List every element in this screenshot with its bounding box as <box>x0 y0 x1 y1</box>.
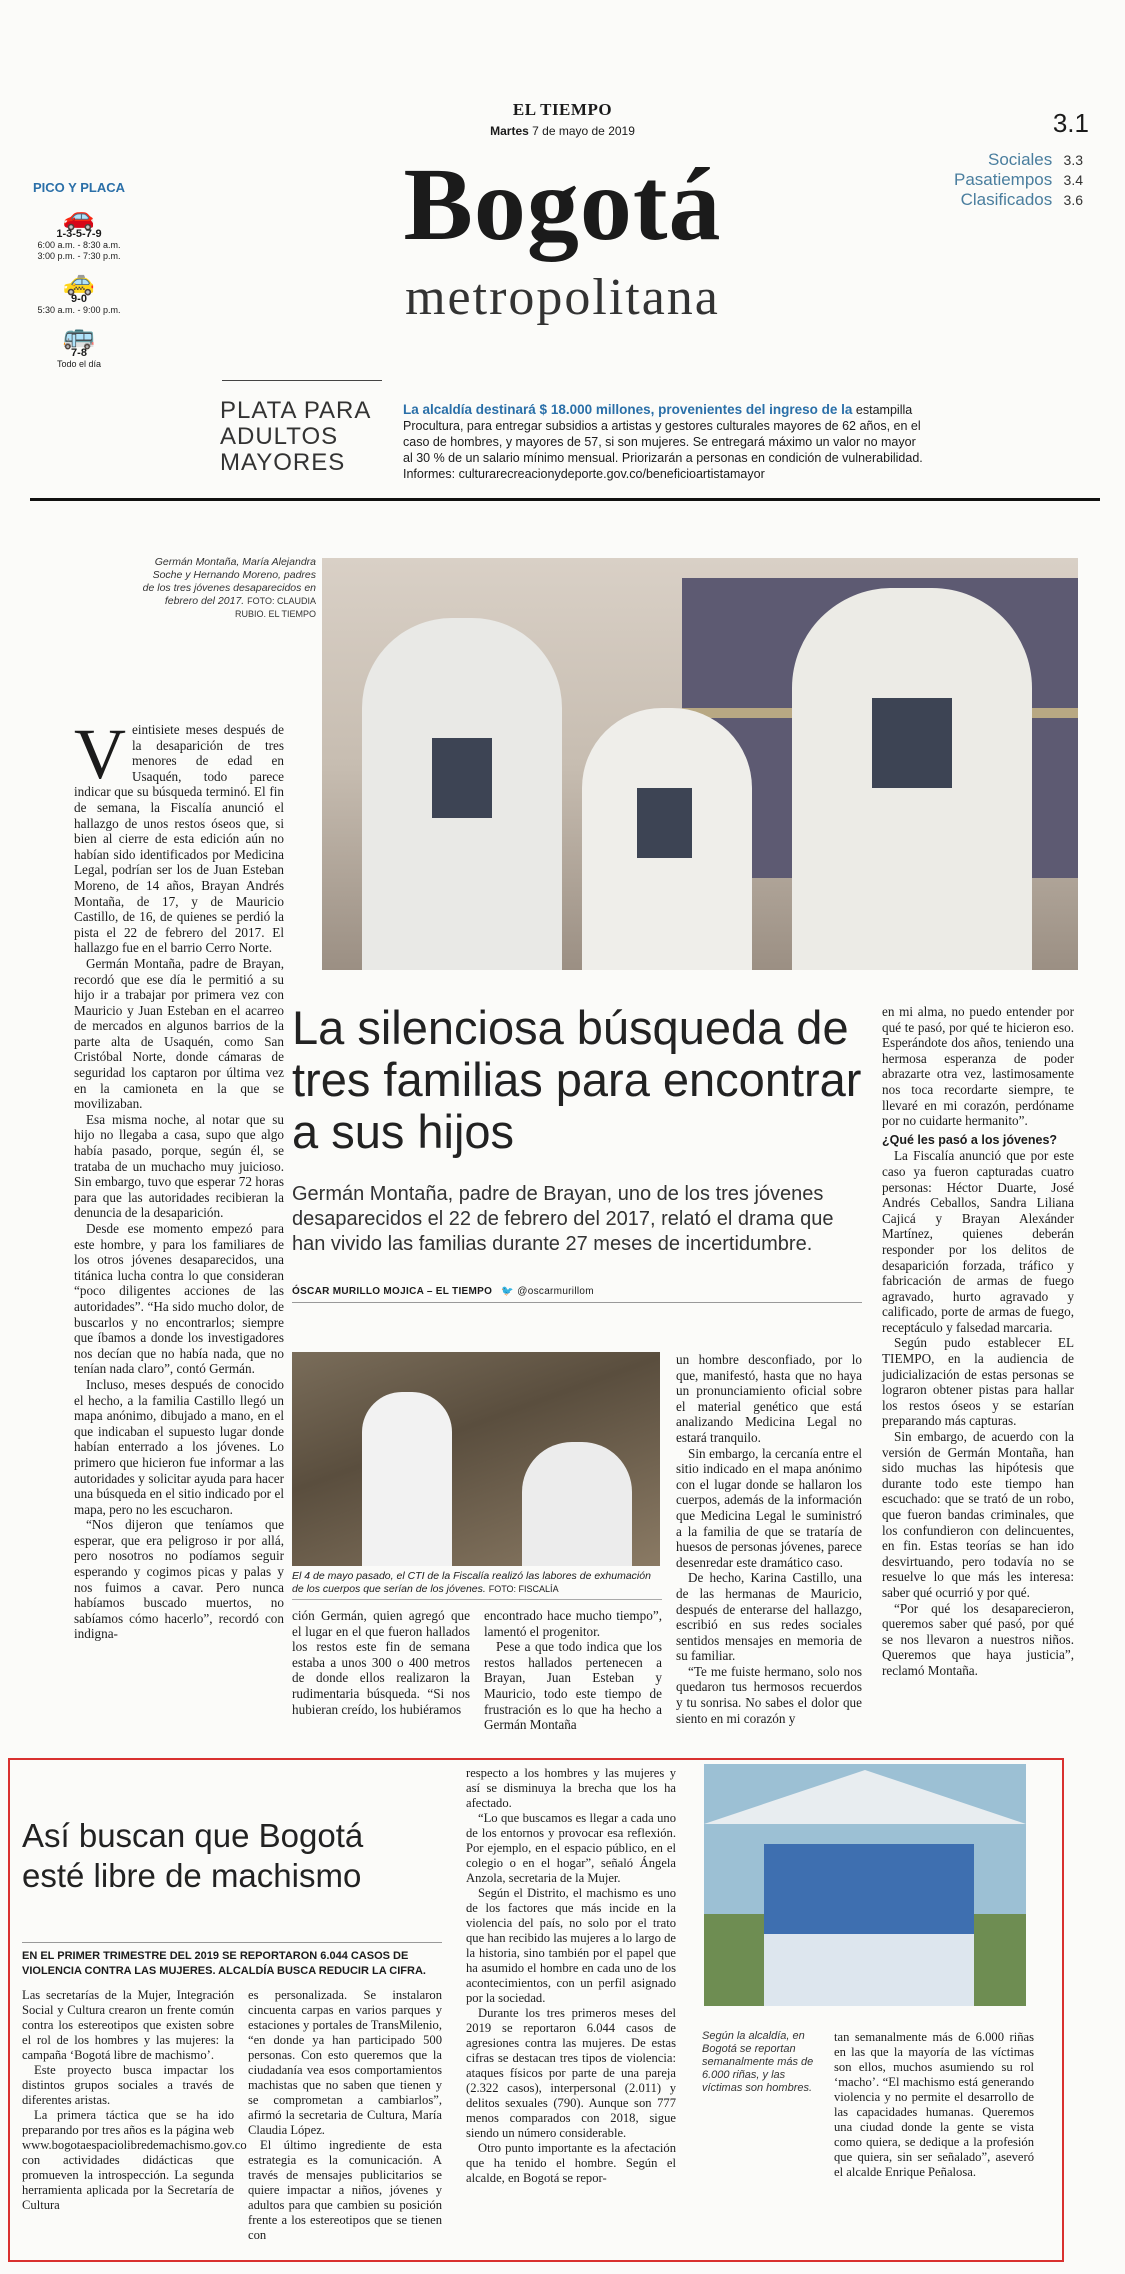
section-rule <box>30 498 1100 501</box>
caption-text: Germán Montaña, María Alejandra Soche y Hernando Moreno, padres de los tres jóvenes desaparecidos en febrero del 2017. <box>142 556 316 607</box>
paragraph: Pese a que todo indica que los restos hallados pertenecen a Brayan, Juan Esteban y Mauricio, todo este tiempo de frustración es lo que ha hecho a Germán Montaña <box>484 1639 662 1733</box>
photo-person <box>362 618 562 970</box>
schedule-line: 3:00 p.m. - 7:30 p.m. <box>37 251 121 261</box>
paragraph: Según pudo establecer EL TIEMPO, en la audiencia de judicialización de estas personas se lograron obtener pistas para hallar los restos óseos y se estarían preparando más capturas. <box>882 1335 1074 1429</box>
pico-y-placa-title: PICO Y PLACA <box>33 180 125 195</box>
plate-digits: 7-8 <box>71 347 87 359</box>
brief-lead: La alcaldía destinará $ 18.000 millones, provenientes del ingreso de la <box>403 402 853 417</box>
paragraph: eintisiete meses después de la desaparición de tres menores de edad en Usaquén, todo parece indicar que su búsqueda terminó. El fin de semana, la Fiscalía anunció el hallazgo de unos restos óseos que, si bien al cierre de esta edición aún no habían sido identificados por Medicina Legal, podrían ser los de Juan Esteban Moreno, de 14 años, Brayan Andrés Montaña, de 17, y de Mauricio Castillo, de 16, de quienes se perdió la pista el 22 de febrero del 2017. El hallazgo fue en el barrio Cerro Norte. <box>74 722 284 956</box>
paragraph: Las secretarías de la Mujer, Integración Social y Cultura crearon un frente común contra los estereotipos que existen sobre el rol de los hombres y las mujeres: la campaña ‘Bogotá libre de machismo’. <box>22 1988 234 2062</box>
paragraph: Sin embargo, la cercanía entre el sitio indicado en el mapa anónimo con el lugar donde se hallaron los cuerpos, además de la información que Medicina Legal le suministró a la familia de que se trataría de huesos de personas jóvenes, parece desenredar este dramático caso. <box>676 1445 862 1570</box>
article-subhead: ¿Qué les pasó a los jóvenes? <box>882 1132 1058 1147</box>
taxi-icon: 🚕 <box>62 266 96 296</box>
index-page: 3.4 <box>1063 172 1083 188</box>
page-number: 3.1 <box>1052 108 1089 138</box>
photo-floor <box>764 1934 974 2006</box>
article-column <box>22 1988 247 2213</box>
paragraph: De hecho, Karina Castillo, una de las hermanas de Mauricio, después de enterarse del hallazgo, escribió en sus redes sociales sentidos mensajes en memoria de su familiar. <box>676 1570 862 1664</box>
byline-author: ÓSCAR MURILLO MOJICA – EL TIEMPO <box>292 1286 493 1297</box>
paragraph: Según el Distrito, el machismo es uno de los factores que más incide en la violencia del país, no solo por el trato que han recibido las mujeres a lo largo de la historia, sino también por el papel que ha asumido el hombre en cada uno de los acontecimientos, con un perfil asignado por la sociedad. <box>466 1886 676 2005</box>
index-label: Sociales <box>988 150 1053 169</box>
photo-person <box>362 1392 452 1566</box>
article-deck: Germán Montaña, padre de Brayan, uno de los tres jóvenes desaparecidos el 22 de febrero del 2017, relató el drama que han vivido las familias durante 27 meses de incertidumbre. <box>292 1183 834 1255</box>
index-page: 3.3 <box>1063 152 1083 168</box>
paragraph: en mi alma, no puedo entender por qué te pasó, por qué te hicieron eso. Esperándote dos años, teniendo una hermosa esperanza de poder abrazarte otra vez, lastimosamente nos toca recordarte siempre, te llevaré en mi corazón, perdóname por no cuidarte hermanito”. <box>882 1004 1074 1129</box>
paragraph: respecto a los hombres y las mujeres y así se disminuya la brecha que los ha afectado. <box>466 1766 676 1810</box>
paragraph: “Te me fuiste hermano, solo nos quedaron tus hermosos recuerdos y tu sonrisa. No sabes el dolor que siento en mi corazón y <box>676 1663 862 1726</box>
campaign-photo <box>704 1764 1026 2006</box>
paragraph: Incluso, meses después de conocido el hecho, a la familia Castillo llegó un mapa anónimo, dibujado a mano, en el que indicaban el supuesto lugar donde habían enterrado a los jóvenes. Lo primero que hicieron fue informar a las autoridades y solicitar ayuda para hacer una búsqueda en el sitio indicado por el mapa, pero no les escucharon. <box>74 1376 284 1517</box>
brief-headline: PLATA PARA ADULTOS MAYORES <box>220 397 371 476</box>
second-summary: EN EL PRIMER TRIMESTRE DEL 2019 SE REPORTARON 6.044 CASOS DE VIOLENCIA CONTRA LAS MUJERES. ALCALDÍA BUSCA REDUCIR LA CIFRA. <box>22 1942 442 1979</box>
article-column <box>882 1004 1074 1679</box>
masthead: EL TIEMPO <box>512 100 613 119</box>
photo-caption <box>140 556 316 621</box>
schedule-line: Todo el día <box>56 359 102 369</box>
brief-text <box>403 402 923 482</box>
paragraph: “Lo que buscamos es llegar a cada uno de los entornos y provocar esa reflexión. Por ejemplo, en el espacio público, en el colegio o en el hogar”, señaló Ángela Anzola, secretaria de la Mujer. <box>466 1811 676 1885</box>
schedule-line: 6:00 a.m. - 8:30 a.m. <box>37 240 121 250</box>
paragraph: Esa misma noche, al notar que su hijo no llegaba a casa, supo que algo había pasado, porque, según él, se trataba de un muchacho muy juicioso. Sin embargo, tuvo que esperar 72 horas para que las autoridades recibieran la denuncia de la desaparición. <box>74 1111 284 1221</box>
twitter-handle[interactable] <box>501 1286 593 1297</box>
paragraph: La Fiscalía anunció que por este caso ya fueron capturadas cuatro personas: Héctor Duarte, José Andrés Ceballos, Sandra Liliana Cajicá y Brayan Alexánder Martínez, quienes deberán responder por los delitos de desaparición forzada, tráfico y fabricación de armas de fuego agravado, hurto agravado y calificado, porte de armas de fuego, receptáculo y falsedad marcaria. <box>882 1148 1074 1335</box>
bus-icon: 🚌 <box>62 320 96 350</box>
photo-person <box>582 708 752 970</box>
article-column <box>292 1608 470 1717</box>
twitter-handle-text: @oscarmurillom <box>517 1286 594 1297</box>
plate-digits: 1-3-5-7-9 <box>56 228 102 240</box>
photo-person <box>522 1442 632 1566</box>
car-icon: 🚗 <box>62 201 96 231</box>
article-byline <box>292 1286 862 1303</box>
date-rest: 7 de mayo de 2019 <box>532 124 635 138</box>
article-headline: La silenciosa búsqueda de tres familias para encontrar a sus hijos <box>292 1001 862 1158</box>
section-title: Bogotá <box>403 147 722 262</box>
photo-person <box>792 588 1032 970</box>
dateline <box>0 124 1125 138</box>
paragraph: es personalizada. Se instalaron cincuenta carpas en varios parques y estaciones y portales de TransMilenio, “en donde ya han participado 500 personas. Con esto queremos que la ciudadanía vea esos comportamientos machistas que no saben que tienen y se comprometan a cambiarlos”, afirmó la secretaria de Cultura, María Claudia López. <box>248 1988 442 2137</box>
paragraph: Germán Montaña, padre de Brayan, recordó que ese día le permitió a su hijo ir a trabajar por primera vez con Mauricio y Juan Esteban en el acarreo de mercados en algunos barrios de la parte alta de Usaquén, como San Cristóbal Norte, donde cámaras de seguridad los captaron por última vez en la camioneta en la que se movilizaban. <box>74 955 284 1112</box>
paragraph: Sin embargo, de acuerdo con la versión de Germán Montaña, han sido muchas las hipótesis que durante todo este tiempo han escuchado: que se trató de un robo, que fueron bandas criminales, que los confundieron con delincuentes, en fin. Estas teorías se han ido desvirtuando, pero todavía no se resuelve lo que más les interesa: saber qué ocurrió y por qué. <box>882 1429 1074 1600</box>
photo-tent <box>704 1764 1026 1824</box>
article-column <box>248 1988 442 2243</box>
brief-body: estampilla Procultura, para entregar subsidios a artistas y gestores culturales mayores de 62 años, en el caso de hombres, y mayores de 57, si son mujeres. Se entregará máximo un valor no mayor al 30 % de un salario mínimo mensual. Priorizarán a personas en condición de vulnerabilidad. Informes: culturarecreacionydeporte.gov.co/beneficioartistamayor <box>403 403 923 481</box>
photo2-caption <box>292 1570 662 1600</box>
article-column <box>834 2030 1034 2180</box>
exhumation-photo <box>292 1352 660 1566</box>
twitter-icon: 🐦 <box>501 1286 515 1297</box>
article-column <box>74 714 284 1642</box>
paragraph: “Por qué los desaparecieron, queremos saber qué pasó, por qué se nos llevaron a nuestros niños. Queremos que haya justicia”, reclamó Montaña. <box>882 1600 1074 1678</box>
paragraph: “Nos dijeron que teníamos que esperar, que era peligroso ir por allá, pero nosotros no podíamos seguir esperando y cogimos picas y palas y nos fuimos a cavar. Pero nunca habíamos buscado muertos, no sabíamos cómo hacerlo”, recordó con indigna- <box>74 1517 284 1642</box>
paragraph: Otro punto importante es la afectación que ha tenido el hombre. Según el alcalde, en Bogotá se repor- <box>466 2141 676 2185</box>
paragraph: ción Germán, quien agregó que el lugar en el que fueron hallados los restos este fin de semana estaba a unos 300 o 400 metros de donde ellos realizaron la rudimentaria búsqueda. “Si nos hubieran creído, los hubiéramos <box>292 1608 470 1717</box>
paragraph: encontrado hace mucho tiempo”, lamentó el progenitor. <box>484 1608 662 1639</box>
brief-divider <box>222 380 382 381</box>
index-label: Pasatiempos <box>953 170 1053 189</box>
index-page: 3.6 <box>1063 192 1083 208</box>
paragraph: Desde ese momento empezó para este hombre, y para los familiares de los otros jóvenes desaparecidos, una titánica lucha contra lo que consideran “poco diligentes acciones de las autoridades”. “Ha sido mucho dolor, de buscarlos y no encontrarlos; siempre que íbamos a donde los investigadores nos decían que no había nada, que no tenían nada claro”, contó Germán. <box>74 1221 284 1377</box>
caption-text: El 4 de mayo pasado, el CTI de la Fiscalía realizó las labores de exhumación de los cuerpos que serían de los jóvenes. <box>292 1570 651 1595</box>
photo-credit: FOTO: FISCALÍA <box>488 1584 559 1594</box>
article-column <box>676 1352 862 1726</box>
paragraph: La primera táctica que se ha ido preparando por tres años es la página web www.bogotaespaciolibredemachismo.gov.co con actividades didácticas que promueven la introspección. La segunda herramienta aplicada por la Secretaría de Cultura <box>22 2108 247 2212</box>
dropcap: V <box>74 714 126 794</box>
date-day: Martes <box>490 124 529 138</box>
paragraph: tan semanalmente más de 6.000 riñas en las que la mayoría de las víctimas son ellos, muchos asumiendo su rol ‘macho’. “El machismo está generando violencia y no permite el desarrollo de las capacidades humanas. Queremos una ciudad donde la gente se vista como quiera, se dedique a la profesión que quiera, sin ser señalado”, aseveró el alcalde Enrique Peñalosa. <box>834 2030 1034 2179</box>
paragraph: un hombre desconfiado, por lo que, manifestó, hasta que no haya un pronunciamiento oficial sobre el material genético que está analizando Medicina Legal no estará tranquilo. <box>676 1352 862 1445</box>
paragraph: El último ingrediente de esta estrategia es la comunicación. A través de mensajes publicitarios se quiere impactar a niños, jóvenes y adultos para que cambien su posición frente a los estereotipos que se tienen con <box>248 2138 442 2242</box>
pico-y-placa-box <box>24 182 134 370</box>
paragraph: Este proyecto busca impactar los distintos grupos sociales a través de diferentes aristas. <box>22 2063 234 2107</box>
article-column <box>484 1608 662 1733</box>
photo3-caption: Según la alcaldía, en Bogotá se reportan semanalmente más de 6.000 riñas, y las víctimas son hombres. <box>702 2030 814 2094</box>
main-photo <box>322 558 1078 970</box>
index-label: Clasificados <box>960 190 1053 209</box>
section-subtitle: metropolitana <box>405 269 720 326</box>
schedule-line: 5:30 a.m. - 9:00 p.m. <box>37 305 121 315</box>
paragraph: Durante los tres primeros meses del 2019 se reportaron 6.044 casos de agresiones contra las mujeres. De estas cifras se destacan tres tipos de violencia: ataques físicos por parte de una pareja (2.322 casos), interpersonal (2.011) y delitos sexuales (790). Aunque son 777 menos comparados con 2018, sigue siendo un número considerable. <box>466 2006 676 2140</box>
photo-credit: FOTO: CLAUDIA RUBIO. EL TIEMPO <box>234 596 316 619</box>
second-headline: Así buscan que Bogotá esté libre de machismo <box>22 1817 364 1894</box>
plate-digits: 9-0 <box>71 293 87 305</box>
article-column <box>466 1766 676 2186</box>
